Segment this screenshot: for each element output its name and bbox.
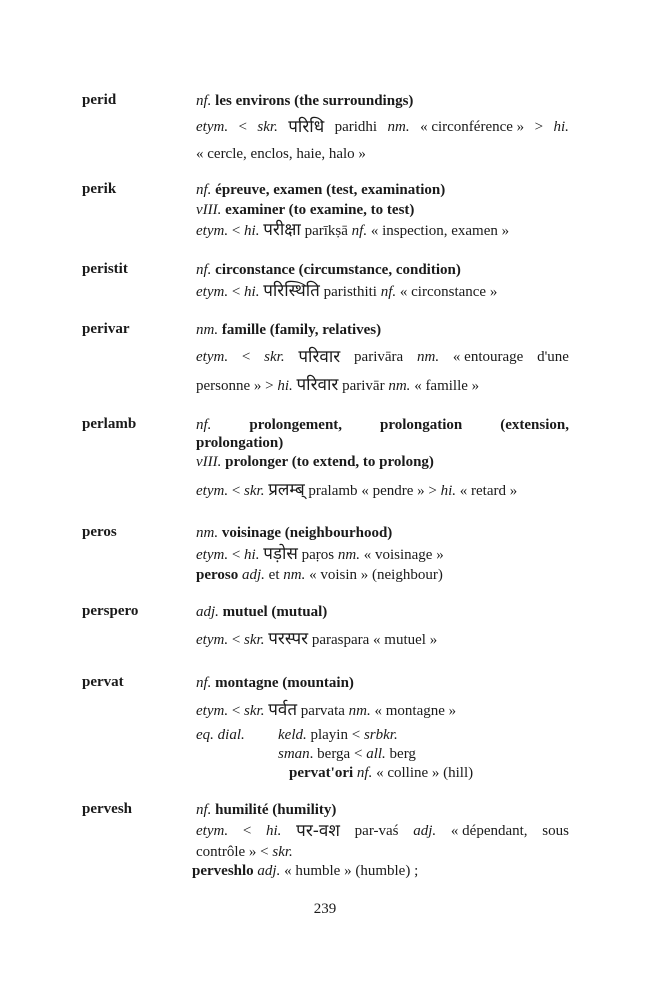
devanagari-word: परिस्थिति [263, 281, 320, 301]
headword-peristit: peristit [82, 261, 128, 277]
devanagari-word: परीक्षा [263, 220, 301, 240]
definition: nm. famille (family, relatives) [196, 322, 382, 338]
definition: nf. épreuve, examen (test, examination) [196, 182, 446, 198]
definition: nf. circonstance (circumstance, condition) [196, 262, 461, 278]
etymology: etym. < skr. प्रलम्ब् pralamb « pendre » > hi. « retard » [196, 480, 518, 500]
devanagari-word: परिवार [296, 375, 339, 395]
devanagari-word: पर-वश [296, 821, 340, 841]
dialect-equivalents: eq. dial. [196, 727, 245, 743]
dialect-sman: sman. berga < all. berg [278, 746, 416, 762]
etymology-cont: contrôle » < skr. [196, 844, 293, 860]
definition-verb: vIII. examiner (to examine, to test) [196, 202, 415, 218]
headword-perik: perik [82, 181, 117, 197]
headword-perlamb: perlamb [82, 416, 137, 432]
etymology: etym. < hi. परीक्षा parīkṣā nf. « inspection, examen » [196, 220, 510, 240]
headword-perspero: perspero [82, 603, 139, 619]
definition: nf. humilité (humility) [196, 802, 337, 818]
devanagari-word: पर्वत [268, 700, 298, 720]
definition-cont: prolongation) [196, 435, 284, 451]
headword-pervesh: pervesh [82, 801, 132, 817]
etymology: etym. < skr. परस्पर paraspara « mutuel » [196, 629, 438, 649]
etymology-cont: « cercle, enclos, haie, halo » [196, 146, 366, 162]
etymology: etym. < skr. परिवार parivāra nm. « entourage d'une [196, 347, 569, 367]
headword-perivar: perivar [82, 321, 130, 337]
etymology: etym. < hi. परिस्थिति paristhiti nf. « circonstance » [196, 281, 498, 301]
devanagari-word: परिधि [288, 117, 325, 137]
etymology: etym. < hi. पर-वश par-vaś adj. « dépendant, sous [196, 821, 569, 841]
page-number: 239 [313, 901, 337, 917]
devanagari-word: परिवार [298, 347, 341, 367]
headword-perid: perid [82, 92, 117, 108]
definition-verb: vIII. prolonger (to extend, to prolong) [196, 454, 434, 470]
devanagari-word: परस्पर [268, 629, 309, 649]
definition: nf. prolongement, prolongation (extension, [196, 417, 569, 433]
definition: nm. voisinage (neighbourhood) [196, 525, 393, 541]
etymology-cont: personne » > hi. परिवार parivār nm. « famille » [196, 375, 480, 395]
etymology: etym. < skr. परिधि paridhi nm. « circonférence » > hi. [196, 117, 569, 137]
definition: adj. mutuel (mutual) [196, 604, 328, 620]
devanagari-word: प्रलम्ब् [268, 480, 305, 500]
derivative: perveshlo adj. « humble » (humble) ; [192, 863, 419, 879]
derivative: peroso adj. et nm. « voisin » (neighbour) [196, 567, 443, 583]
dialect-keld: keld. playin < srbkr. [278, 727, 398, 743]
etymology: etym. < skr. पर्वत parvata nm. « montagne » [196, 700, 457, 720]
definition: nf. montagne (mountain) [196, 675, 354, 691]
devanagari-word: पड़ोस [263, 544, 298, 564]
headword-pervat: pervat [82, 674, 124, 690]
etymology: etym. < hi. पड़ोस paṛos nm. « voisinage » [196, 544, 444, 564]
definition: nf. les environs (the surroundings) [196, 93, 414, 109]
derivative: pervat'ori nf. « colline » (hill) [289, 765, 474, 781]
headword-peros: peros [82, 524, 117, 540]
